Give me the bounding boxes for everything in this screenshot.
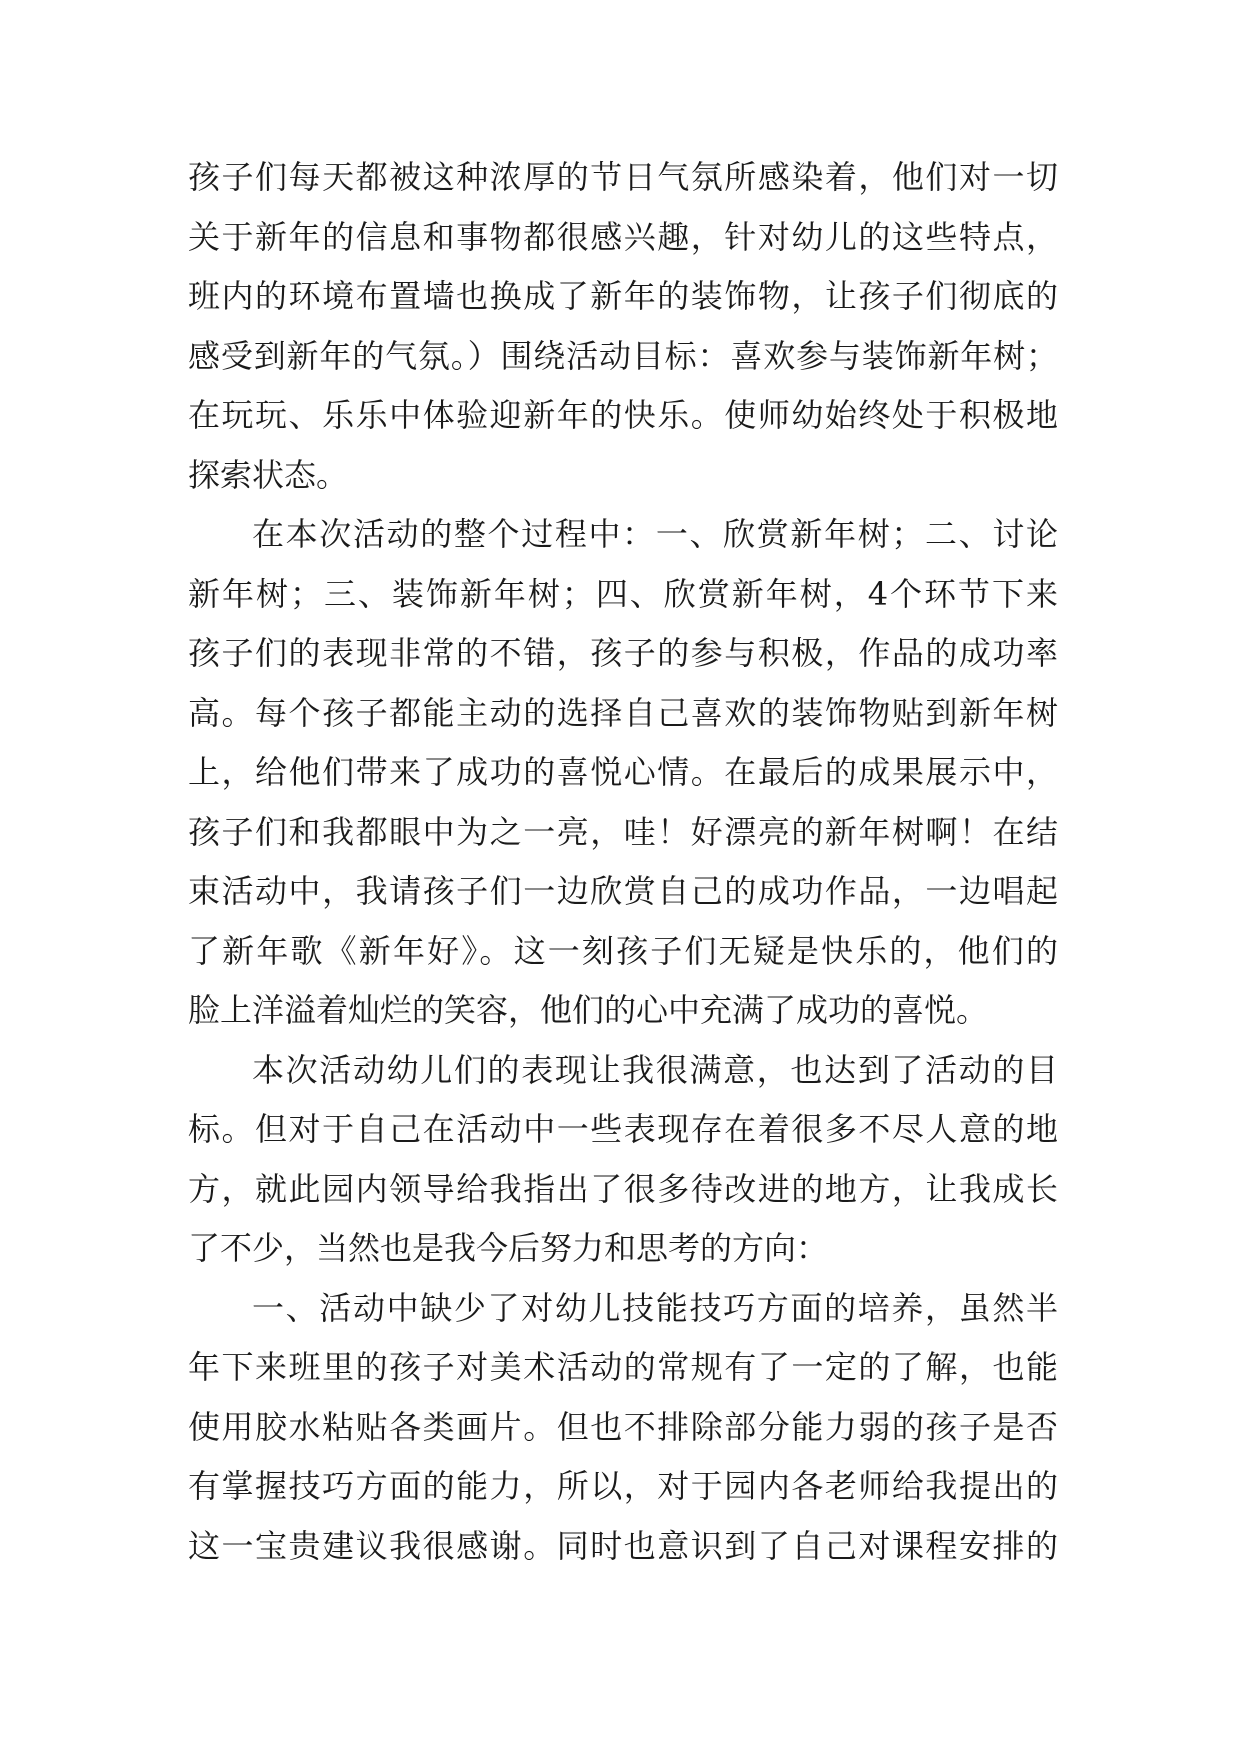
text-line: 班内的环境布置墙也换成了新年的装饰物，让孩子们彻底的 (188, 277, 1058, 315)
text-line: 孩子们和我都眼中为之一亮，哇！好漂亮的新年树啊！在结 (188, 812, 1058, 851)
text-line: 探索状态。 (188, 455, 349, 494)
text-line: 这一宝贵建议我很感谢。同时也意识到了自己对课程安排的 (188, 1526, 1058, 1565)
text-line: 本次活动幼儿们的表现让我很满意，也达到了活动的目 (252, 1050, 1058, 1089)
paragraph-4 (188, 1279, 1058, 1577)
text-line: 高。每个孩子都能主动的选择自己喜欢的装饰物贴到新年树 (188, 693, 1058, 732)
text-line: 在玩玩、乐乐中体验迎新年的快乐。使师幼始终处于积极地 (188, 396, 1058, 434)
paragraph-3 (188, 1041, 1058, 1279)
text-line: 在本次活动的整个过程中：一、欣赏新年树；二、讨论 (252, 515, 1058, 553)
document-body (188, 148, 1058, 1576)
text-line: 方，就此园内领导给我指出了很多待改进的地方，让我成长 (188, 1169, 1058, 1208)
text-line: 有掌握技巧方面的能力，所以，对于园内各老师给我提出的 (188, 1467, 1058, 1505)
text-line: 了不少，当然也是我今后努力和思考的方向： (188, 1229, 829, 1267)
text-line: 孩子们每天都被这种浓厚的节日气氛所感染着，他们对一切 (188, 158, 1058, 196)
text-line: 关于新年的信息和事物都很感兴趣，针对幼儿的这些特点， (188, 217, 1058, 256)
text-line: 孩子们的表现非常的不错，孩子的参与积极，作品的成功率 (188, 634, 1058, 672)
text-line: 感受到新年的气氛。）围绕活动目标：喜欢参与装饰新年树； (188, 336, 1058, 375)
text-line: 了新年歌《新年好》。这一刻孩子们无疑是快乐的，他们的 (188, 931, 1058, 970)
text-line: 使用胶水粘贴各类画片。但也不排除部分能力弱的孩子是否 (188, 1407, 1058, 1446)
text-line: 束活动中，我请孩子们一边欣赏自己的成功作品，一边唱起 (188, 872, 1058, 910)
text-line: 一、活动中缺少了对幼儿技能技巧方面的培养，虽然半 (252, 1288, 1058, 1327)
text-line: 上，给他们带来了成功的喜悦心情。在最后的成果展示中， (188, 753, 1058, 791)
text-line: 标。但对于自己在活动中一些表现存在着很多不尽人意的地 (188, 1110, 1058, 1148)
paragraph-1 (188, 148, 1058, 505)
text-line: 脸上洋溢着灿烂的笑容，他们的心中充满了成功的喜悦。 (188, 991, 989, 1029)
paragraph-2 (188, 505, 1058, 1041)
text-line: 新年树；三、装饰新年树；四、欣赏新年树，4个环节下来 (188, 574, 1058, 613)
text-line: 年下来班里的孩子对美术活动的常规有了一定的了解，也能 (188, 1348, 1058, 1386)
